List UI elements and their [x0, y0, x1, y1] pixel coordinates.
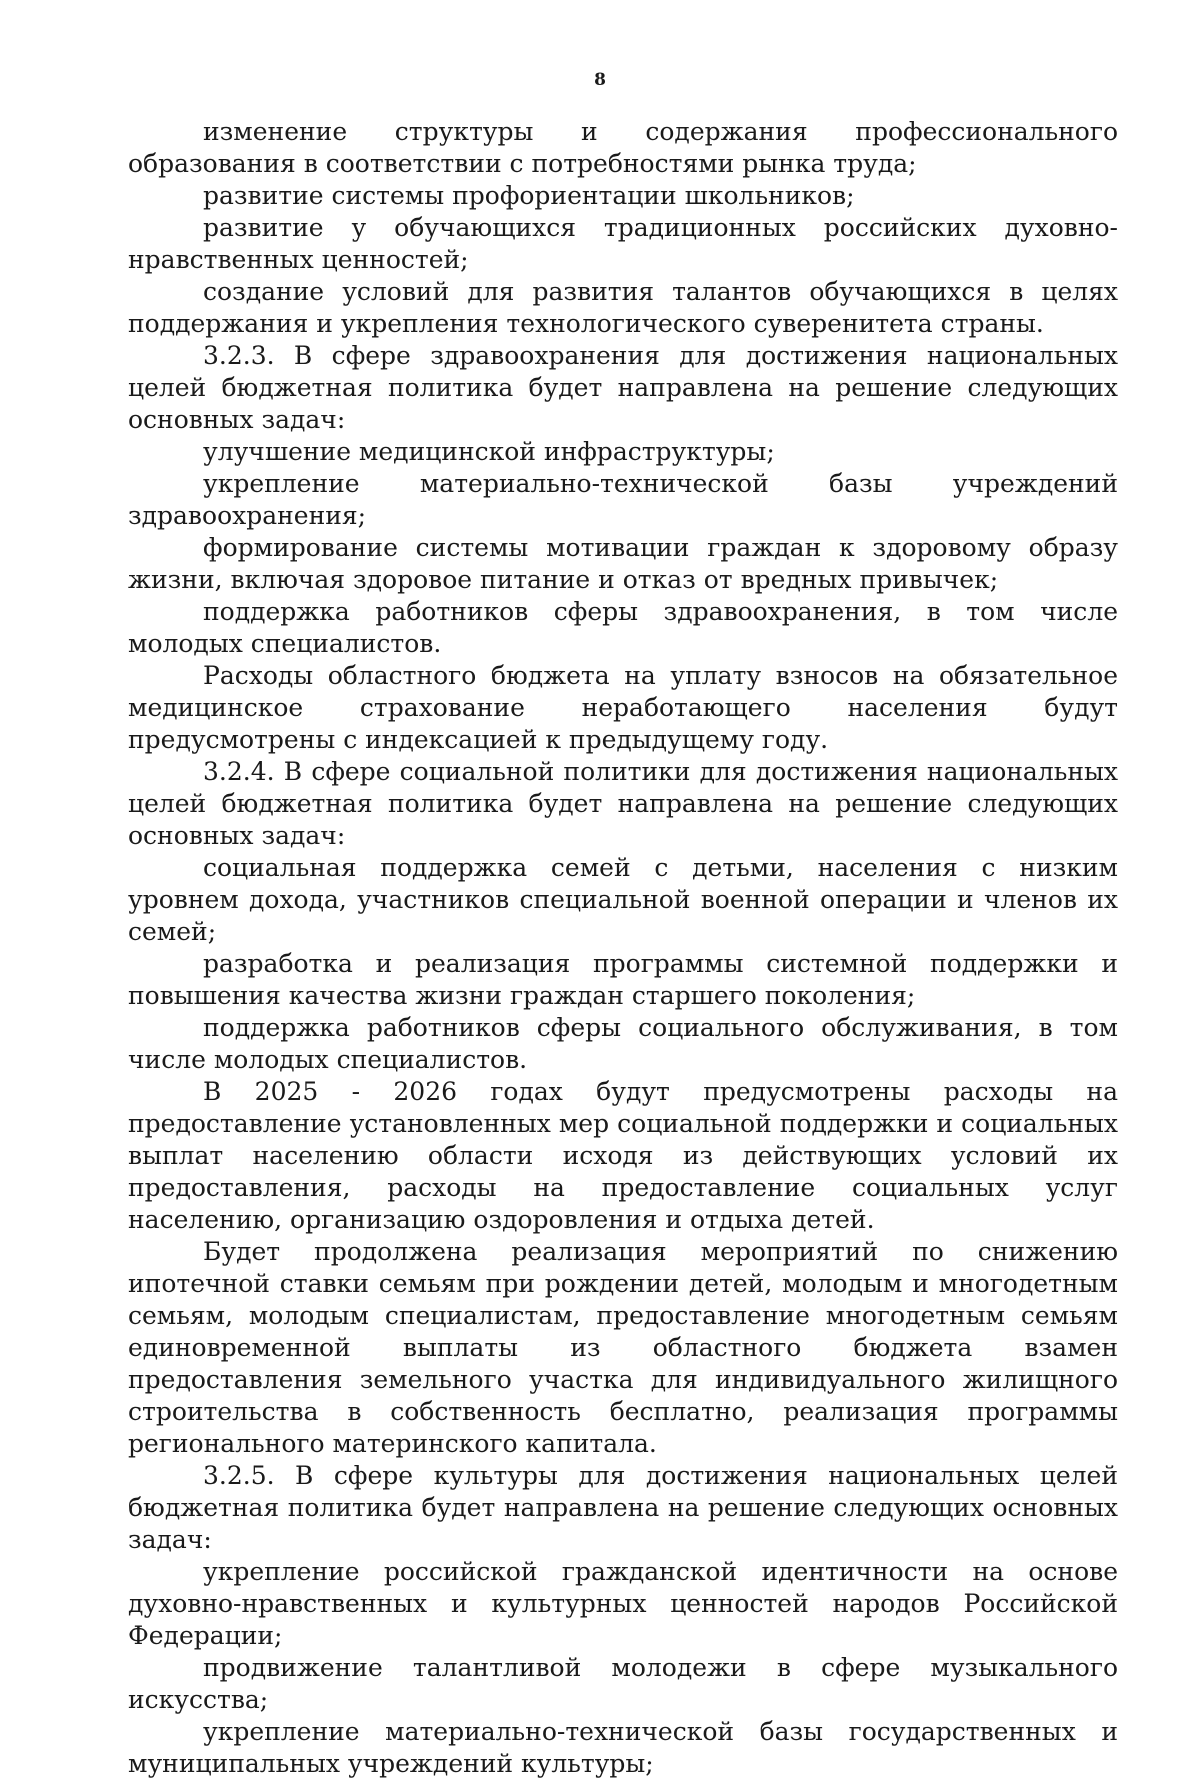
paragraph: создание условий для развития талантов обучающихся в целях поддержания и укрепления технологического суверенитета страны.	[128, 277, 1118, 338]
paragraph: Расходы областного бюджета на уплату взносов на обязательное медицинское страхование неработающего населения будут предусмотрены с индексацией к предыдущему году.	[128, 661, 1118, 754]
paragraph: социальная поддержка семей с детьми, населения с низким уровнем дохода, участников специальной военной операции и членов их семей;	[128, 853, 1118, 946]
section-3-2-3-paragraph: 3.2.3. В сфере здравоохранения для достижения национальных целей бюджетная политика будет направлена на решение следующих основных задач:	[128, 341, 1118, 434]
paragraph: продвижение талантливой молодежи в сфере музыкального искусства;	[128, 1653, 1118, 1714]
document-body	[128, 116, 1118, 1780]
paragraph: развитие у обучающихся традиционных российских духовно-нравственных ценностей;	[128, 213, 1118, 274]
paragraph: поддержка работников сферы социального обслуживания, в том числе молодых специалистов.	[128, 1013, 1118, 1074]
paragraph: В 2025 - 2026 годах будут предусмотрены расходы на предоставление установленных мер социальной поддержки и социальных выплат населению области исходя из действующих условий их предоставления, расходы на предоставление социальных услуг населению, организацию оздоровления и отдыха детей.	[128, 1077, 1118, 1234]
paragraph: развитие системы профориентации школьников;	[203, 181, 855, 210]
paragraph: улучшение медицинской инфраструктуры;	[203, 437, 775, 466]
paragraph: Будет продолжена реализация мероприятий по снижению ипотечной ставки семьям при рождении детей, молодым и многодетным семьям, молодым специалистам, предоставление многодетным семьям единовременной выплаты из областного бюджета взамен предоставления земельного участка для индивидуального жилищного строительства в собственность бесплатно, реализация программы регионального материнского капитала.	[128, 1237, 1118, 1458]
paragraph: укрепление российской гражданской идентичности на основе духовно-нравственных и культурных ценностей народов Российской Федерации;	[128, 1557, 1118, 1650]
section-3-2-5-paragraph: 3.2.5. В сфере культуры для достижения национальных целей бюджетная политика будет направлена на решение следующих основных задач:	[128, 1461, 1118, 1554]
paragraph: разработка и реализация программы системной поддержки и повышения качества жизни граждан старшего поколения;	[128, 949, 1118, 1010]
paragraph: поддержка работников сферы здравоохранения, в том числе молодых специалистов.	[128, 597, 1118, 658]
paragraph: укрепление материально-технической базы учреждений здравоохранения;	[128, 469, 1118, 530]
paragraph: формирование системы мотивации граждан к здоровому образу жизни, включая здоровое питание и отказ от вредных привычек;	[128, 533, 1118, 594]
section-3-2-4-paragraph: 3.2.4. В сфере социальной политики для достижения национальных целей бюджетная политика будет направлена на решение следующих основных задач:	[128, 757, 1118, 850]
page-number: 8	[594, 70, 606, 90]
paragraph: изменение структуры и содержания профессионального образования в соответствии с потребностями рынка труда;	[128, 117, 1118, 178]
paragraph: укрепление материально-технической базы государственных и муниципальных учреждений культуры;	[128, 1717, 1118, 1778]
